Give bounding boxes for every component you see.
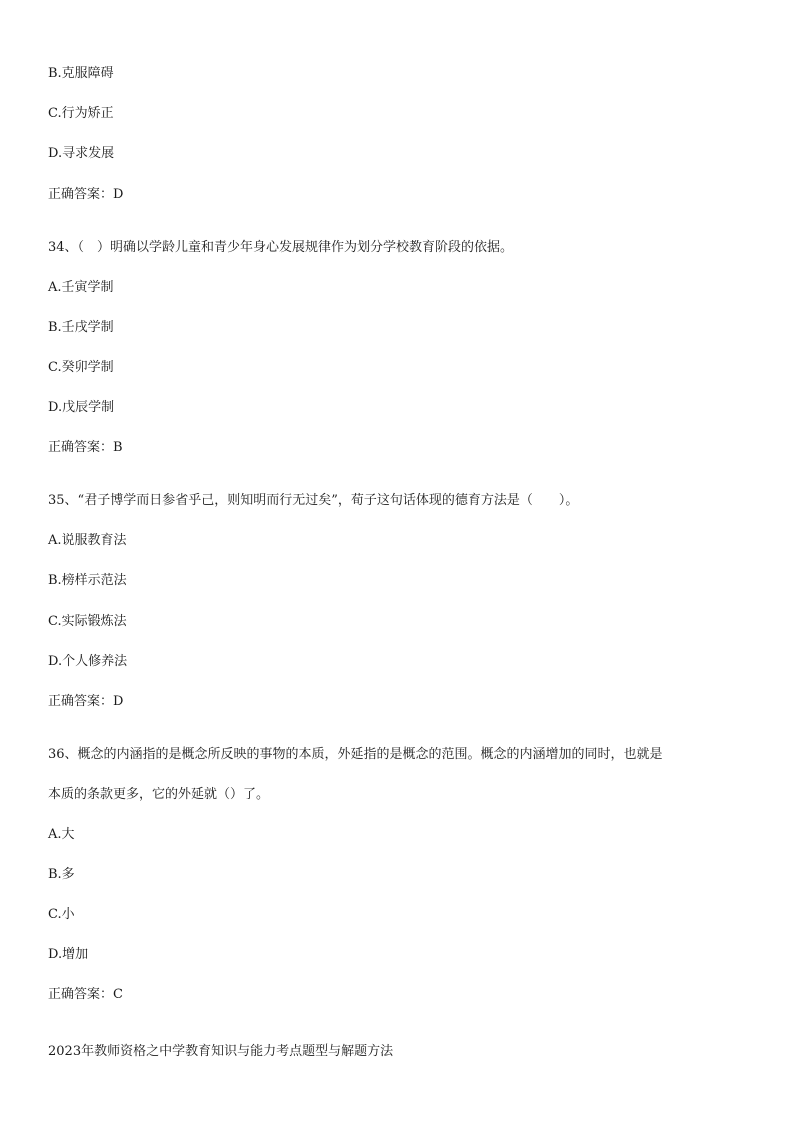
q36-stem-line1: 36、概念的内涵指的是概念所反映的事物的本质，外延指的是概念的范围。概念的内涵增加的同时，也就是 <box>48 747 663 762</box>
q36-option-b: B.多 <box>48 867 75 882</box>
q34-option-a: A.壬寅学制 <box>48 280 114 295</box>
q35-stem: 35、“君子博学而日参省乎己，则知明而行无过矣”，荀子这句话体现的德育方法是（ ）。 <box>48 493 579 508</box>
q35-option-d: D.个人修养法 <box>48 654 128 669</box>
q34-option-c: C.癸卯学制 <box>48 360 114 375</box>
q35-option-c: C.实际锻炼法 <box>48 614 127 629</box>
q34-answer: 正确答案：B <box>48 440 123 455</box>
q34-option-b: B.壬戌学制 <box>48 320 114 335</box>
q33-option-b: B.克服障碍 <box>48 66 114 81</box>
q35-answer: 正确答案：D <box>48 694 124 709</box>
q36-answer: 正确答案：C <box>48 987 123 1002</box>
footer-title: 2023年教师资格之中学教育知识与能力考点题型与解题方法 <box>48 1044 394 1059</box>
q36-option-a: A.大 <box>48 827 75 842</box>
q35-option-a: A.说服教育法 <box>48 533 127 548</box>
q36-option-d: D.增加 <box>48 947 89 962</box>
q36-stem-line2: 本质的条款更多，它的外延就（）了。 <box>48 787 270 802</box>
q36-option-c: C.小 <box>48 907 75 922</box>
q33-answer: 正确答案：D <box>48 187 124 202</box>
q33-option-d: D.寻求发展 <box>48 146 115 161</box>
q35-option-b: B.榜样示范法 <box>48 573 127 588</box>
q34-option-d: D.戊辰学制 <box>48 400 115 415</box>
q33-option-c: C.行为矫正 <box>48 106 114 121</box>
q34-stem: 34、（ ）明确以学龄儿童和青少年身心发展规律作为划分学校教育阶段的依据。 <box>48 240 514 255</box>
